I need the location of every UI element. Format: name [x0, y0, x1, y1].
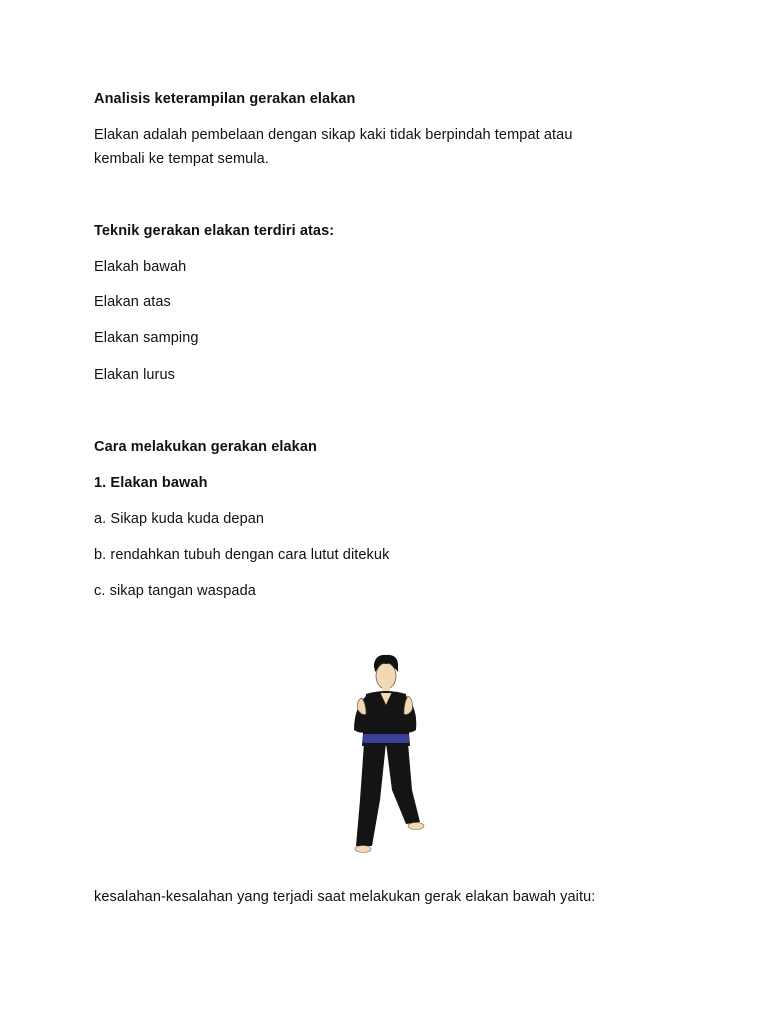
intro-text-line-2: kembali ke tempat semula.: [94, 151, 269, 167]
technique-heading: Teknik gerakan elakan terdiri atas:: [94, 223, 335, 239]
step1-item-b: b. rendahkan tubuh dengan cara lutut ditekuk: [94, 547, 390, 563]
fighter-belt: [363, 734, 409, 743]
step1-item-a: a. Sikap kuda kuda depan: [94, 511, 265, 527]
fighter-right-foot: [408, 823, 424, 830]
pencak-silat-fighter-illustration: [330, 650, 440, 860]
technique-item-lurus: Elakan lurus: [94, 367, 175, 383]
fighter-right-leg: [386, 743, 420, 824]
method-heading: Cara melakukan gerakan elakan: [94, 439, 317, 455]
fighter-left-foot: [355, 846, 371, 853]
fighter-figure-svg: [330, 650, 440, 860]
technique-item-bawah: Elakah bawah: [94, 259, 187, 275]
intro-text-line-1: Elakan adalah pembelaan dengan sikap kaki tidak berpindah tempat atau: [94, 127, 573, 143]
step1-item-c: c. sikap tangan waspada: [94, 583, 256, 599]
technique-item-samping: Elakan samping: [94, 330, 199, 346]
step1-heading: 1. Elakan bawah: [94, 475, 208, 491]
document-heading: Analisis keterampilan gerakan elakan: [94, 91, 356, 107]
fighter-left-leg: [356, 743, 386, 846]
technique-item-atas: Elakan atas: [94, 294, 171, 310]
mistakes-text: kesalahan-kesalahan yang terjadi saat melakukan gerak elakan bawah yaitu:: [94, 889, 596, 905]
fighter-face: [376, 663, 396, 689]
